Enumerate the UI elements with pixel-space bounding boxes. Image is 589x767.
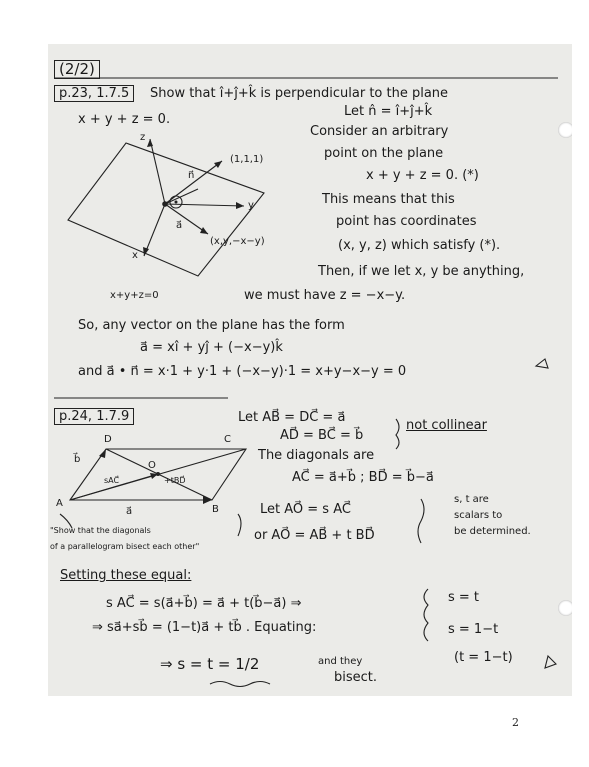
problem1-ref: p.23, 1.7.5 [54,85,134,102]
problem2-diag-eq: AC⃗ = a⃗+b⃗ ; BD⃗ = b⃗−a⃗ [292,470,434,485]
problem2-setting: Setting these equal: [60,568,192,583]
fig2-label-o: O [148,460,156,471]
problem2-sys-2: s = 1−t [448,622,499,637]
problem1-prompt-line2: x + y + z = 0. [78,112,171,127]
page-number: 2 [512,716,519,729]
fig2-label-tbd: +tBD⃗ [164,476,186,485]
fig2-label-b-vertex: B [212,504,219,515]
problem2-eq1: s AC⃗ = s(a⃗+b⃗) = a⃗ + t(b⃗−a⃗) ⇒ [106,596,302,611]
problem2-sys-3: (t = 1−t) [454,650,513,665]
fig1-label-xyz: (x,y,−x−y) [210,236,265,247]
fig2-label-d-vertex: D [104,434,112,445]
fig1-label-y: y [248,200,254,211]
corner-arrow-top [536,359,548,368]
fig1-label-z: z [140,132,146,143]
problem2-sys-1: s = t [448,590,480,605]
fig1-label-x: x [132,250,138,261]
fig2-label-c-vertex: C [224,434,231,445]
header-label: (2/2) [54,60,100,79]
fig1-label-plane: x+y+z=0 [110,290,159,301]
result-underline [210,682,270,687]
problem2-scalars-1: s, t are [454,494,489,505]
problem2-def2: AD⃗ = BC⃗ = b⃗ [280,428,364,443]
origin-point [162,201,168,207]
z-arrowhead [147,139,153,147]
problem2-bisect-2: bisect. [334,670,378,685]
x-axis [144,204,165,256]
problem2-show-line1: "Show that the diagonals [50,526,151,535]
problem1-line-coords: point has coordinates [336,214,477,229]
problem2-scalars-3: be determined. [454,526,531,537]
problem1-line-means: This means that this [322,192,455,207]
system-brace [424,589,428,641]
problem1-vector-a: a⃗ = xî + yĵ + (−x−y)k̂ [140,340,283,355]
problem1-line-must: we must have z = −x−y. [244,288,406,303]
ab-arrowhead [203,496,212,504]
problem1-line-then: Then, if we let x, y be anything, [318,264,525,279]
problem1-dot-product: and a⃗ • n⃗ = x·1 + y·1 + (−x−y)·1 = x+y−x−y = 0 [78,364,407,379]
problem2-result: ⇒ s = t = 1/2 [160,655,260,673]
fig2-vector-a: a⃗ [126,506,133,517]
problem1-line-satisfy: (x, y, z) which satisfy (*). [338,238,501,253]
problem1-line-consider: Consider an arbitrary [310,124,449,139]
fig2-label-a-vertex: A [56,498,63,509]
problem2-let-ao: Let AO⃗ = s AC⃗ [260,502,351,517]
a-arrowhead [200,227,208,234]
n-arrowhead [214,161,222,168]
problem2-diag-intro: The diagonals are [258,448,375,463]
problem1-line-form: So, any vector on the plane has the form [78,318,345,333]
problem2-ref: p.24, 1.7.9 [54,408,134,425]
vector-a [165,204,208,234]
y-arrowhead [236,202,244,209]
problem2-not-collinear: not collinear [406,418,487,433]
fig1-label-n: n⃗ [188,170,195,181]
problem1-let-n: Let n̂ = î+ĵ+k̂ [344,104,433,119]
problem2-show-line2: of a parallelogram bisect each other" [50,542,200,551]
not-collinear-brace [396,419,399,449]
scalars-brace [418,499,424,543]
right-angle-dot [175,201,178,204]
fig2-vector-b: b⃗ [74,454,81,465]
scanned-page [48,44,572,696]
problem1-line-plane-eq: x + y + z = 0. (*) [366,168,479,183]
problem2-def1: Let AB⃗ = DC⃗ = a⃗ [238,410,346,425]
problem2-scalars-2: scalars to [454,510,503,521]
ao-arrowhead [150,473,158,479]
problem2-bisect-1: and they [318,656,363,667]
problem2-eq2: ⇒ sa⃗+sb⃗ = (1−t)a⃗ + tb⃗ . Equating: [92,620,317,635]
problem1-line-point: point on the plane [324,146,444,161]
problem2-or-ao: or AO⃗ = AB⃗ + t BD⃗ [254,528,375,543]
y-axis [165,204,244,206]
fig1-label-point: (1,1,1) [230,154,264,165]
z-axis [150,139,165,204]
problem1-prompt-line1: Show that î+ĵ+k̂ is perpendicular to the plane [150,86,449,101]
fig2-label-sac: sAC⃗ [104,476,120,485]
quote-brace-right [238,514,241,536]
corner-arrow-bottom [545,656,556,668]
fig1-label-a: a⃗ [176,220,183,231]
